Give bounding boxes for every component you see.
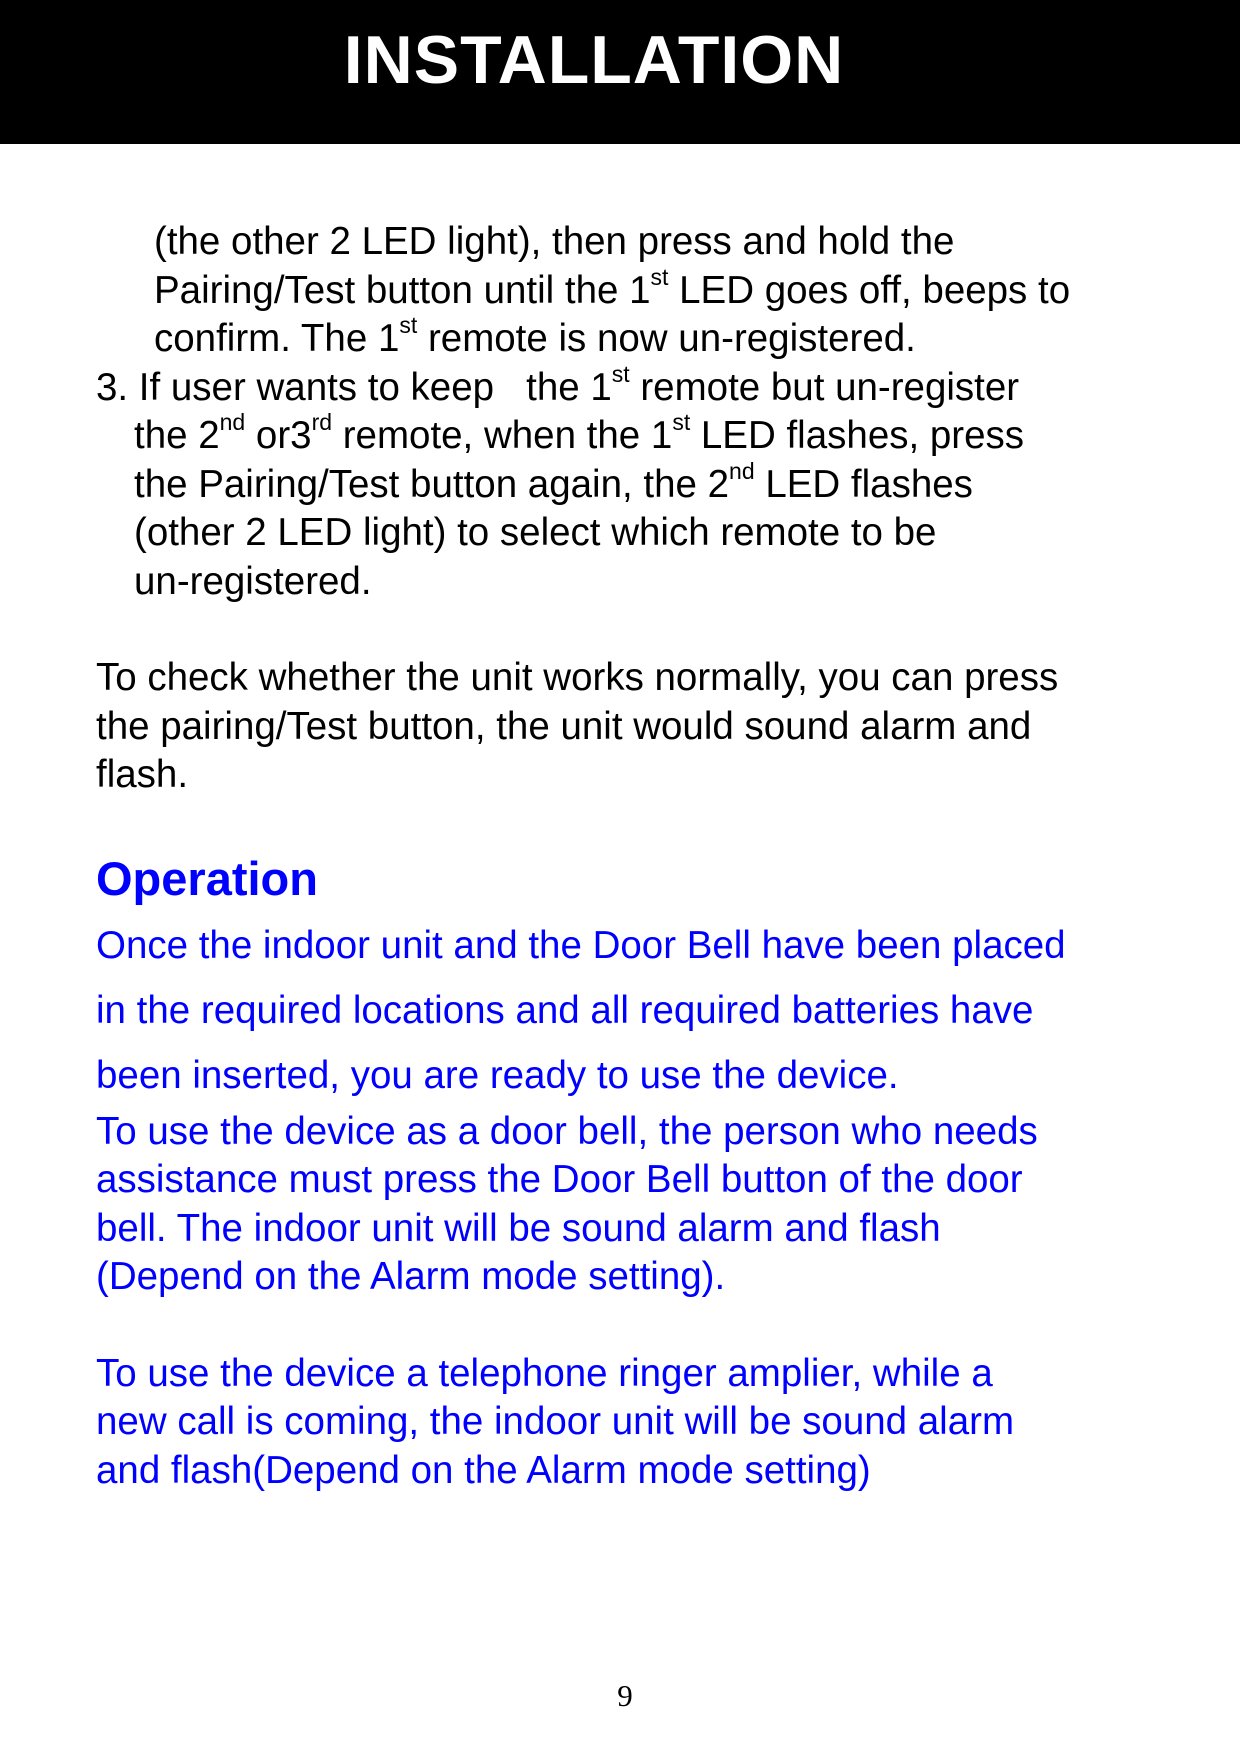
text-line: (Depend on the Alarm mode setting). [96,1255,726,1298]
text-line: To use the device a telephone ringer amplier, while a [96,1351,993,1395]
text-line: assistance must press the Door Bell button of the door [96,1158,1023,1201]
ordinal-suffix: st [650,263,669,290]
text-line: the 2nd or3rd remote, when the 1st LED flashes, press [134,409,1025,457]
step-2-continued [96,218,1176,364]
page-title: INSTALLATION [343,22,845,98]
ordinal-suffix: nd [219,409,246,436]
text-line: been inserted, you are ready to use the device. [96,1053,899,1097]
ordinal-suffix: st [611,360,630,387]
operation-section [96,850,1176,1496]
operation-paragraph-3 [96,1350,1176,1496]
text-line: un-registered. [134,559,372,603]
text-line: To check whether the unit works normally, you can press [96,656,1059,699]
text-line: and flash(Depend on the Alarm mode setting) [96,1448,871,1492]
ordinal-suffix: st [672,409,691,436]
ordinal-suffix: nd [729,457,755,484]
operation-paragraph-1 [96,913,1176,1108]
ordinal-suffix: rd [311,409,333,436]
text-line: the pairing/Test button, the unit would sound alarm and [96,704,1032,748]
page-number: 9 [617,1678,633,1713]
page-content [96,218,1176,1495]
text-line: flash. [96,753,189,796]
text-line: Pairing/Test button until the 1st LED goes off, beeps to [154,263,1071,312]
ordinal-suffix: st [399,312,418,339]
text-line: bell. The indoor unit will be sound alarm and flash [96,1206,941,1250]
text-line: 3. If user wants to keep the 1st remote but un-register [96,360,1020,409]
step-3 [96,360,1176,607]
text-line: new call is coming, the indoor unit will be sound alarm [96,1400,1015,1443]
text-line: in the required locations and all required batteries have [96,988,1034,1032]
text-line: confirm. The 1st remote is now un-registered. [154,312,916,360]
operation-heading: Operation [96,851,318,905]
operation-paragraph-2 [96,1108,1176,1302]
text-line: Once the indoor unit and the Door Bell have been placed [96,923,1066,967]
header-bar [0,0,1240,144]
check-paragraph [96,654,1176,800]
text-line: (the other 2 LED light), then press and hold the [154,220,955,263]
text-line: the Pairing/Test button again, the 2nd LED flashes [134,457,973,506]
text-line: To use the device as a door bell, the person who needs [96,1109,1038,1153]
text-line: (other 2 LED light) to select which remote to be [134,511,937,554]
